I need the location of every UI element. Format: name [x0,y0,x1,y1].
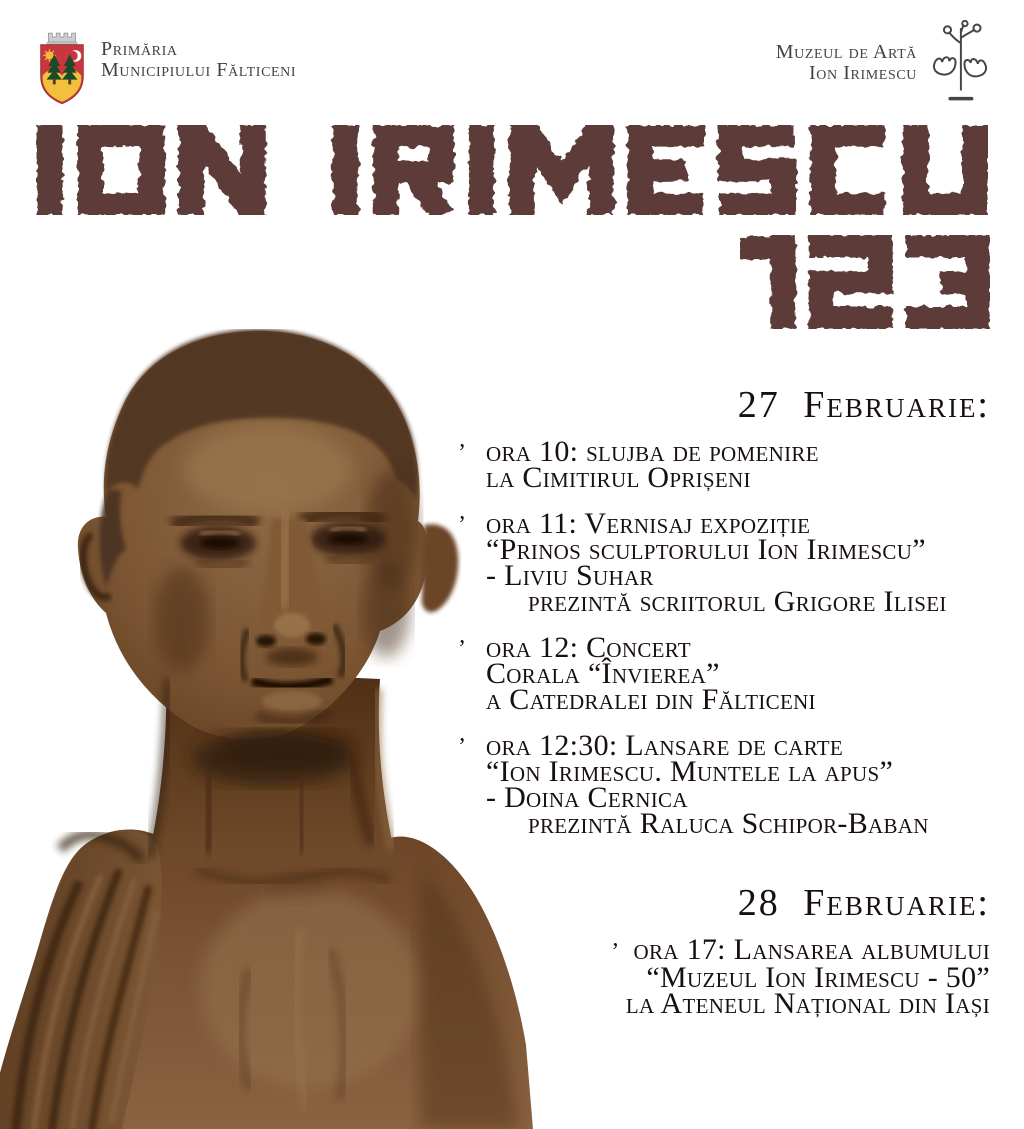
museum-line2: Ion Irimescu [809,62,917,84]
event-text: prezintă Raluca Schipor-Baban [528,807,929,840]
poster-title-number [740,235,990,329]
event-line [486,683,990,716]
event-item [458,729,990,840]
event-line [528,807,990,840]
bullet-marker: ’ [458,734,467,760]
event-text: Corala “Învierea” [486,657,720,690]
museum-line1: Muzeul de Artă [775,41,917,63]
event-item [458,631,990,716]
event-text: la Cimitirul Oprișeni [486,461,751,494]
date-heading: 27 Februarie: [737,384,990,426]
bullet-marker: ’ [458,512,467,538]
event-text: la Ateneul Național din Iași [625,987,990,1020]
city-hall-name [101,39,296,81]
date-heading: 28 Februarie: [737,882,990,924]
city-hall-line1: Primăria [101,38,178,60]
event-item [458,435,990,494]
event-item [458,507,990,618]
event-line [528,585,990,618]
museum-name [776,42,917,84]
event-text: - Doina Cernica [486,781,688,814]
event-line [486,461,990,494]
event-text: prezintă scriitorul Grigore Ilisei [528,585,947,618]
event-text: a Catedralei din Fălticeni [486,683,816,716]
city-hall-branding [33,27,296,107]
event-text: ora 10: slujba de pomenire [486,435,819,468]
event-text: ora 12:30: Lansare de carte [486,729,844,762]
museum-branding [776,20,993,104]
schedule-section [450,384,990,840]
event-text: - Liviu Suhar [486,559,654,592]
event-schedule [450,385,990,1037]
bullet-marker: ’ [611,939,620,965]
poster-title-text [36,125,988,215]
bullet-marker: ’ [458,440,467,466]
event-text: “Muzeul Ion Irimescu - 50” [646,961,990,994]
bullet-marker: ’ [458,636,467,662]
event-text: “Prinos sculptorului Ion Irimescu” [486,533,926,566]
tree-with-birds-logo-icon [927,20,993,104]
event-item [450,933,990,1020]
falticeni-coat-of-arms-icon [33,27,91,107]
event-text: ora 17: Lansarea albumului [633,933,990,966]
event-line [450,987,990,1020]
event-text: ora 12: Concert [486,631,691,664]
event-text: “Ion Irimescu. Muntele la apus” [486,755,894,788]
schedule-section [450,882,990,1020]
event-text: ora 11: Vernisaj expoziție [486,507,811,540]
city-hall-line2: Municipiului Fălticeni [101,59,297,81]
